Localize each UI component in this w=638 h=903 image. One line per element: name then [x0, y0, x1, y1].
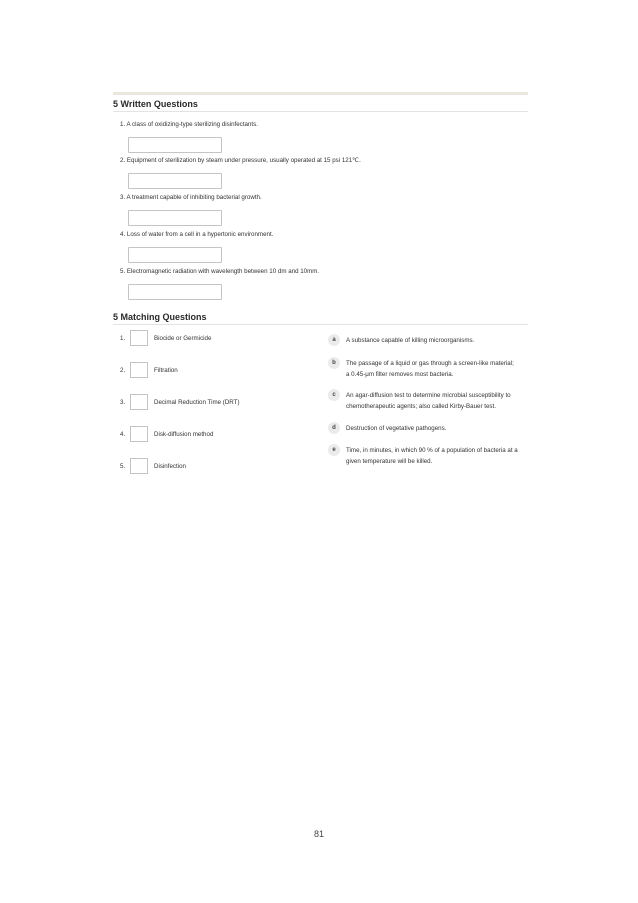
term-number: 4. [120, 430, 126, 438]
letter-badge: b [328, 357, 340, 369]
question-text: 4. Loss of water from a cell in a hypertonic environment. [120, 231, 274, 238]
term-label: Disk-diffusion method [154, 430, 214, 438]
answer-input-3[interactable] [128, 210, 222, 226]
page-number: 81 [313, 829, 324, 839]
matching-definition-d [328, 424, 518, 434]
matching-term-2 [120, 361, 178, 379]
term-number: 2. [120, 366, 126, 374]
term-label: Disinfection [154, 462, 186, 470]
term-label: Biocide or Germicide [154, 334, 212, 342]
matching-questions-title: 5 Matching Questions [113, 312, 207, 322]
term-number: 5. [120, 462, 126, 470]
match-input-4[interactable] [130, 426, 148, 442]
matching-term-3 [120, 393, 240, 411]
letter-badge: a [328, 334, 340, 346]
matching-term-4 [120, 425, 213, 443]
matching-title-divider [113, 324, 528, 325]
definition-text: The passage of a liquid or gas through a screen-like material; a 0.45-μm filter removes most bacteria. [346, 360, 514, 378]
question-text: 1. A class of oxidizing-type sterilizing disinfectants. [120, 121, 258, 128]
written-question-3 [120, 194, 520, 226]
definition-text: A substance capable of killing microorganisms. [346, 337, 475, 344]
written-question-2 [120, 157, 520, 189]
term-label: Decimal Reduction Time (DRT) [154, 398, 240, 406]
answer-input-1[interactable] [128, 137, 222, 153]
written-questions-title: 5 Written Questions [113, 99, 198, 109]
written-question-5 [120, 268, 520, 300]
question-text: 3. A treatment capable of inhibiting bacterial growth. [120, 194, 262, 201]
answer-input-4[interactable] [128, 247, 222, 263]
letter-badge: c [328, 389, 340, 401]
match-input-1[interactable] [130, 330, 148, 346]
matching-definition-e [328, 446, 518, 467]
term-label: Filtration [154, 366, 178, 374]
term-number: 1. [120, 334, 126, 342]
definition-text: Destruction of vegetative pathogens. [346, 425, 447, 432]
term-number: 3. [120, 398, 126, 406]
match-input-3[interactable] [130, 394, 148, 410]
answer-input-2[interactable] [128, 173, 222, 189]
match-input-5[interactable] [130, 458, 148, 474]
definition-text: Time, in minutes, in which 90 % of a population of bacteria at a given temperature will be killed. [346, 447, 518, 465]
question-text: 2. Equipment of sterilization by steam under pressure, usually operated at 15 psi 121℃. [120, 157, 361, 164]
matching-term-5 [120, 457, 186, 475]
answer-input-5[interactable] [128, 284, 222, 300]
question-text: 5. Electromagnetic radiation with wavelength between 10 dm and 10mm. [120, 268, 320, 275]
matching-definition-b [328, 359, 518, 380]
written-question-4 [120, 231, 520, 263]
written-question-1 [120, 121, 520, 153]
letter-badge: e [328, 444, 340, 456]
letter-badge: d [328, 422, 340, 434]
definition-text: An agar-diffusion test to determine microbial susceptibility to chemotherapeutic agents; also called Kirby-Bauer test. [346, 392, 511, 410]
matching-definition-a [328, 336, 518, 346]
top-divider [113, 92, 528, 95]
matching-term-1 [120, 329, 211, 347]
matching-definition-c [328, 391, 518, 412]
match-input-2[interactable] [130, 362, 148, 378]
written-title-divider [113, 111, 528, 112]
